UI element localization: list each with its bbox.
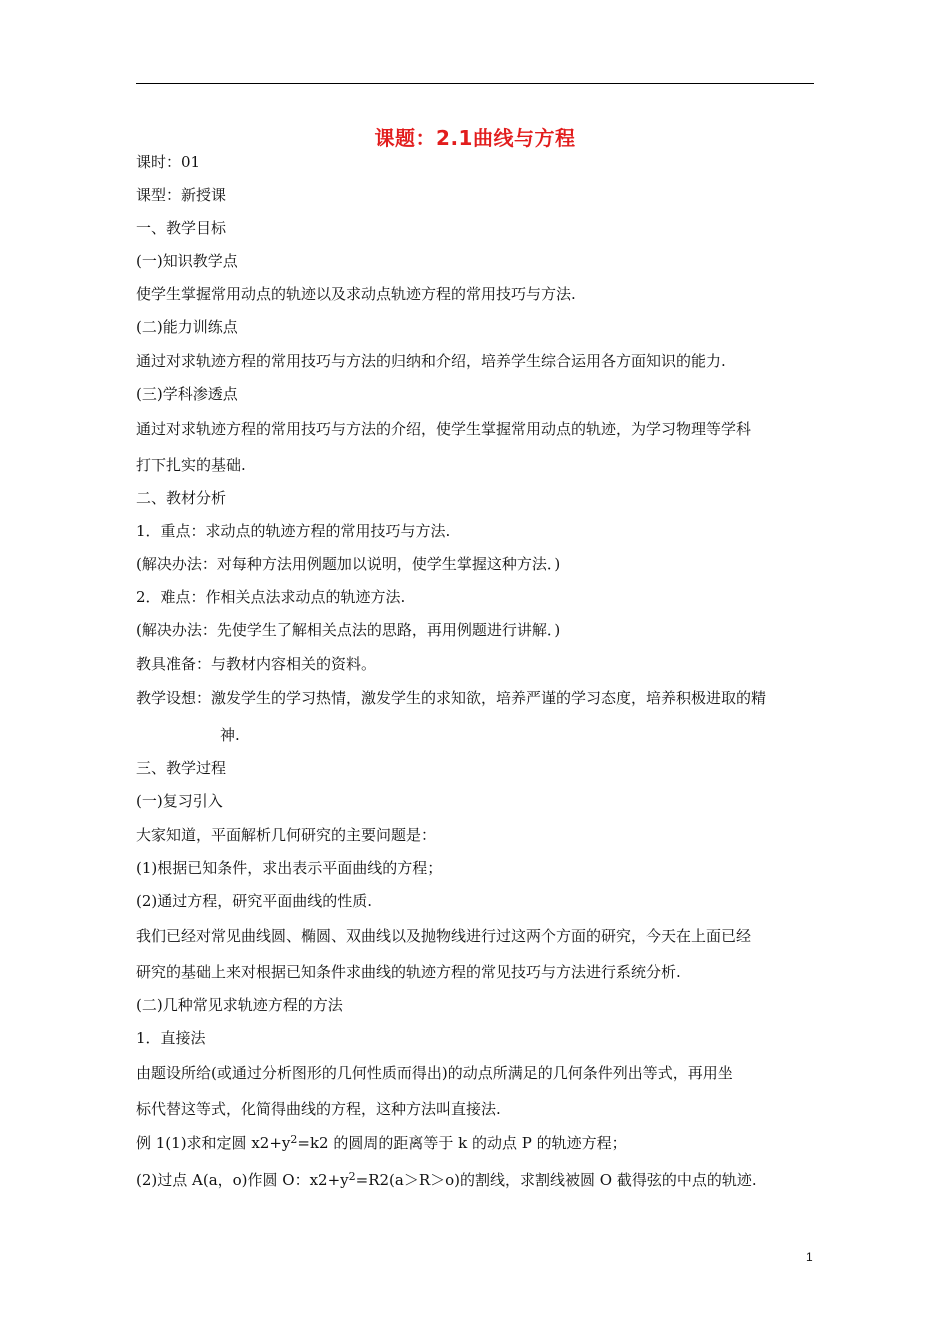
text-line: 课型：新授课 [136,186,227,204]
text-line: 由题设所给(或通过分析图形的几何性质而得出)的动点所满足的几何条件列出等式，再用坐 [136,1064,733,1082]
subsection-heading: (一)复习引入 [136,792,223,810]
section-heading: 一、教学目标 [136,219,227,237]
text-line: 研究的基础上来对根据已知条件求曲线的轨迹方程的常见技巧与方法进行系统分析. [136,963,681,981]
superscript: 2 [290,1133,298,1146]
subsection-heading: (二)几种常见求轨迹方程的方法 [136,996,343,1014]
text-line: 1．重点：求动点的轨迹方程的常用技巧与方法. [136,522,451,540]
text-line: 我们已经对常见曲线圆、椭圆、双曲线以及抛物线进行过这两个方面的研究，今天在上面已经 [136,927,752,945]
text-line: 通过对求轨迹方程的常用技巧与方法的归纳和介绍，培养学生综合运用各方面知识的能力. [136,352,726,370]
text-line: 打下扎实的基础. [136,456,246,474]
page-number: 1 [806,1250,813,1264]
subsection-heading: (三)学科渗透点 [136,385,238,403]
text-line: 教具准备：与教材内容相关的资料。 [136,655,377,673]
text-line: 课时：01 [136,153,201,171]
text-line: (1)根据已知条件，求出表示平面曲线的方程； [136,859,443,877]
section-heading: 三、教学过程 [136,759,227,777]
example-text: 例 1(1)求和定圆 x2+y [136,1134,291,1152]
text-line: (解决办法：先使学生了解相关点法的思路，再用例题进行讲解．) [136,621,561,639]
example-text: (2)过点 A(a，o)作圆 O：x2+y [136,1171,349,1189]
text-line: 使学生掌握常用动点的轨迹以及求动点轨迹方程的常用技巧与方法. [136,285,576,303]
subsection-heading: (二)能力训练点 [136,318,238,336]
section-heading: 二、教材分析 [136,489,227,507]
example-1-part-2 [136,1170,816,1190]
text-line: 教学设想：激发学生的学习热情，激发学生的求知欲，培养严谨的学习态度，培养积极进取的精 [136,689,767,707]
text-line: 1．直接法 [136,1029,206,1047]
text-line: (解决办法：对每种方法用例题加以说明，使学生掌握这种方法．) [136,555,561,573]
text-line: 2．难点：作相关点法求动点的轨迹方法. [136,588,406,606]
text-line: (2)通过方程，研究平面曲线的性质. [136,892,373,910]
text-line: 标代替这等式，化简得曲线的方程，这种方法叫直接法. [136,1100,501,1118]
text-line: 大家知道，平面解析几何研究的主要问题是： [136,826,437,844]
subsection-heading: (一)知识教学点 [136,252,238,270]
superscript: 2 [348,1170,356,1183]
example-text: =k2 的圆周的距离等于 k 的动点 P 的轨迹方程； [297,1134,627,1152]
lesson-title: 课题：2.1曲线与方程 [374,126,576,150]
example-text: =R2(a＞R＞o)的割线，求割线被圆 O 截得弦的中点的轨迹. [355,1171,757,1189]
text-line: 神. [220,726,240,744]
header-rule [136,83,814,84]
example-1-part-1 [136,1133,816,1153]
text-line: 通过对求轨迹方程的常用技巧与方法的介绍，使学生掌握常用动点的轨迹，为学习物理等学科 [136,420,752,438]
